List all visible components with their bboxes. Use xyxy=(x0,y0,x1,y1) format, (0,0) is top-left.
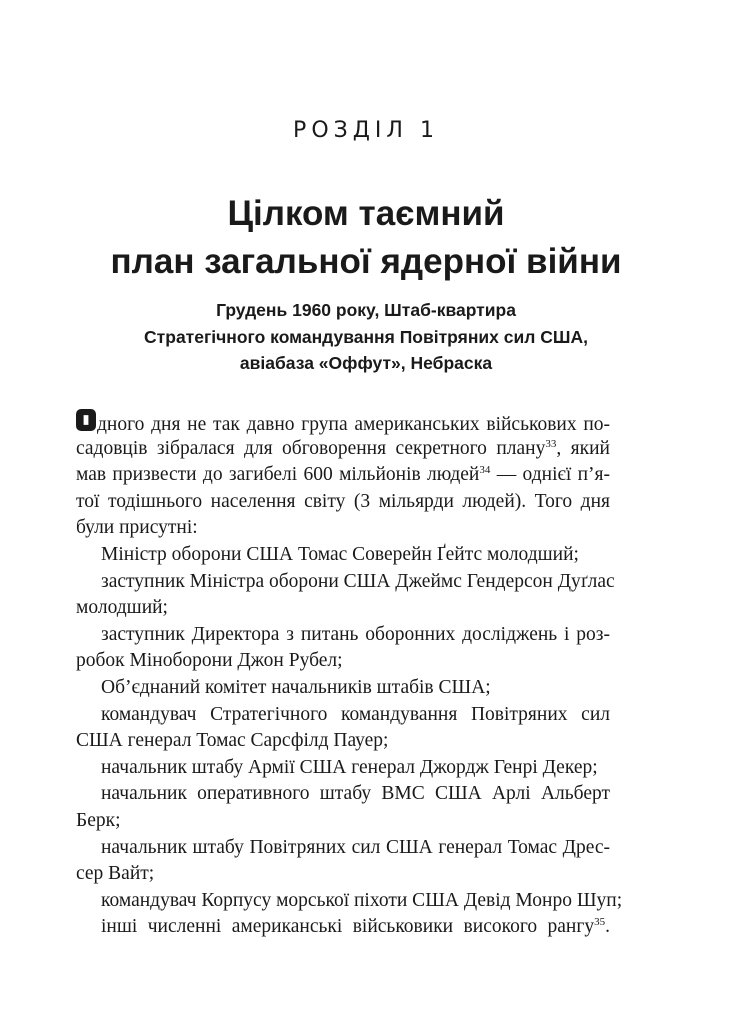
text-line xyxy=(76,675,610,702)
chapter-title-line: Цілком таємний xyxy=(227,194,505,233)
chapter-title xyxy=(0,190,732,286)
line-text: тої тодішнього населення світу (3 мільярди людей). Того дня xyxy=(76,490,610,512)
text-line xyxy=(76,542,610,569)
subtitle-line: авіабаза «Оффут», Небраска xyxy=(239,353,493,373)
line-text: мав призвести до загибелі 600 мільйонів людей xyxy=(76,464,480,486)
text-line xyxy=(76,835,610,862)
text-line xyxy=(76,569,615,596)
text-line xyxy=(76,489,610,516)
line-text: садовців зібралася для обговорення секретного плану xyxy=(76,437,546,459)
footnote-ref[interactable]: 35 xyxy=(594,916,606,929)
text-line xyxy=(76,595,610,622)
line-text: — однієї п’я- xyxy=(490,464,610,486)
line-text: США генерал Томас Сарсфілд Пауер; xyxy=(76,730,389,752)
line-text: заступник Міністра оборони США Джеймс Гендерсон Дуґлас xyxy=(101,570,615,592)
line-text: начальник штабу Повітряних сил США генерал Томас Дрес- xyxy=(101,836,610,858)
text-line xyxy=(76,728,610,755)
chapter-subtitle xyxy=(0,297,732,377)
footnote-ref[interactable]: 34 xyxy=(479,464,491,477)
line-text: заступник Директора з питань оборонних досліджень і роз- xyxy=(101,623,610,645)
line-text: інші численні американські військовики високого рангу xyxy=(101,916,595,938)
subtitle-line: Стратегічного командування Повітряних сил США, xyxy=(144,326,588,347)
line-text: молодший; xyxy=(76,597,168,619)
subtitle-line: Грудень 1960 року, Штаб-квартира xyxy=(216,300,516,320)
body-text xyxy=(76,409,623,941)
line-text: дного дня не так давно група американських військових по- xyxy=(97,414,610,435)
line-text: начальник штабу Армії США генерал Джордж Генрі Декер; xyxy=(101,756,598,778)
line-text: сер Вайт; xyxy=(76,863,155,885)
text-line xyxy=(76,888,623,915)
line-text: були присутні: xyxy=(76,517,198,539)
text-line xyxy=(76,462,610,489)
drop-cap-letter xyxy=(80,413,81,414)
text-line xyxy=(76,622,610,649)
text-line xyxy=(76,409,610,436)
chapter-label: РОЗДІЛ 1 xyxy=(293,118,439,143)
line-text: Міністр оборони США Томас Соверейн Ґейтс молодший; xyxy=(101,543,579,565)
line-text: командувач Корпусу морської піхоти США Девід Монро Шуп; xyxy=(101,889,623,911)
line-text: робок Міноборони Джон Рубел; xyxy=(76,650,343,672)
footnote-ref[interactable]: 33 xyxy=(545,437,557,450)
line-text: Берк; xyxy=(76,809,121,831)
text-line xyxy=(76,781,610,808)
line-text: командувач Стратегічного командування Повітряних сил xyxy=(101,703,610,725)
text-line xyxy=(76,808,610,835)
text-line xyxy=(76,914,610,941)
text-line xyxy=(76,436,610,463)
text-line xyxy=(76,861,610,888)
line-text: , який xyxy=(556,437,610,459)
line-text: начальник оперативного штабу ВМС США Арлі Альберт xyxy=(101,783,610,805)
text-line xyxy=(76,648,610,675)
line-text: . xyxy=(605,916,610,938)
text-line xyxy=(76,702,610,729)
text-line xyxy=(76,515,610,542)
chapter-title-line: план загальної ядерної війни xyxy=(110,242,622,281)
drop-cap xyxy=(76,409,96,431)
text-line xyxy=(76,755,610,782)
line-text: Об’єднаний комітет начальників штабів США; xyxy=(101,676,491,698)
